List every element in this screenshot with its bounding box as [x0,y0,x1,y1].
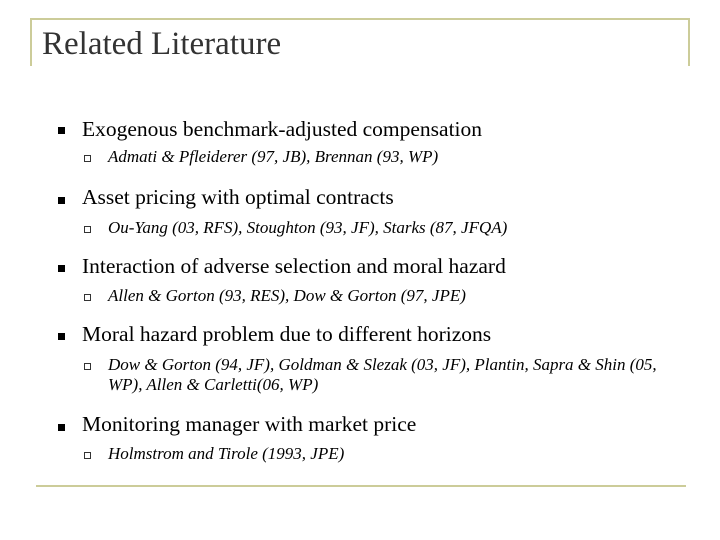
list-item-1: Exogenous benchmark-adjusted compensation [82,117,483,141]
title-frame-right [688,18,690,66]
sub-bullet-5 [84,452,91,459]
list-item-5: Monitoring manager with market price [82,412,417,436]
footer-divider [36,485,686,487]
sub-bullet-4 [84,363,91,370]
bullet-3 [58,265,65,272]
sub-item-1: Admati & Pfleiderer (97, JB), Brennan (93, WP) [108,147,439,166]
bullet-5 [58,424,65,431]
sub-bullet-1 [84,155,91,162]
title-frame-left [30,18,32,66]
bullet-2 [58,197,65,204]
sub-item-2: Ou-Yang (03, RFS), Stoughton (93, JF), Starks (87, JFQA) [108,218,508,237]
sub-item-4: Dow & Gorton (94, JF), Goldman & Slezak (03, JF), Plantin, Sapra & Shin (05, WP), Allen & Carletti(06, WP) [108,355,657,394]
sub-bullet-2 [84,226,91,233]
list-item-4: Moral hazard problem due to different horizons [82,322,492,346]
sub-item-5: Holmstrom and Tirole (1993, JPE) [108,444,345,463]
sub-item-3: Allen & Gorton (93, RES), Dow & Gorton (97, JPE) [108,286,466,305]
title-frame-top [30,18,690,20]
list-item-3: Interaction of adverse selection and moral hazard [82,254,506,278]
bullet-1 [58,127,65,134]
slide-title: Related Literature [42,26,282,62]
sub-bullet-3 [84,294,91,301]
bullet-4 [58,333,65,340]
list-item-2: Asset pricing with optimal contracts [82,185,394,209]
